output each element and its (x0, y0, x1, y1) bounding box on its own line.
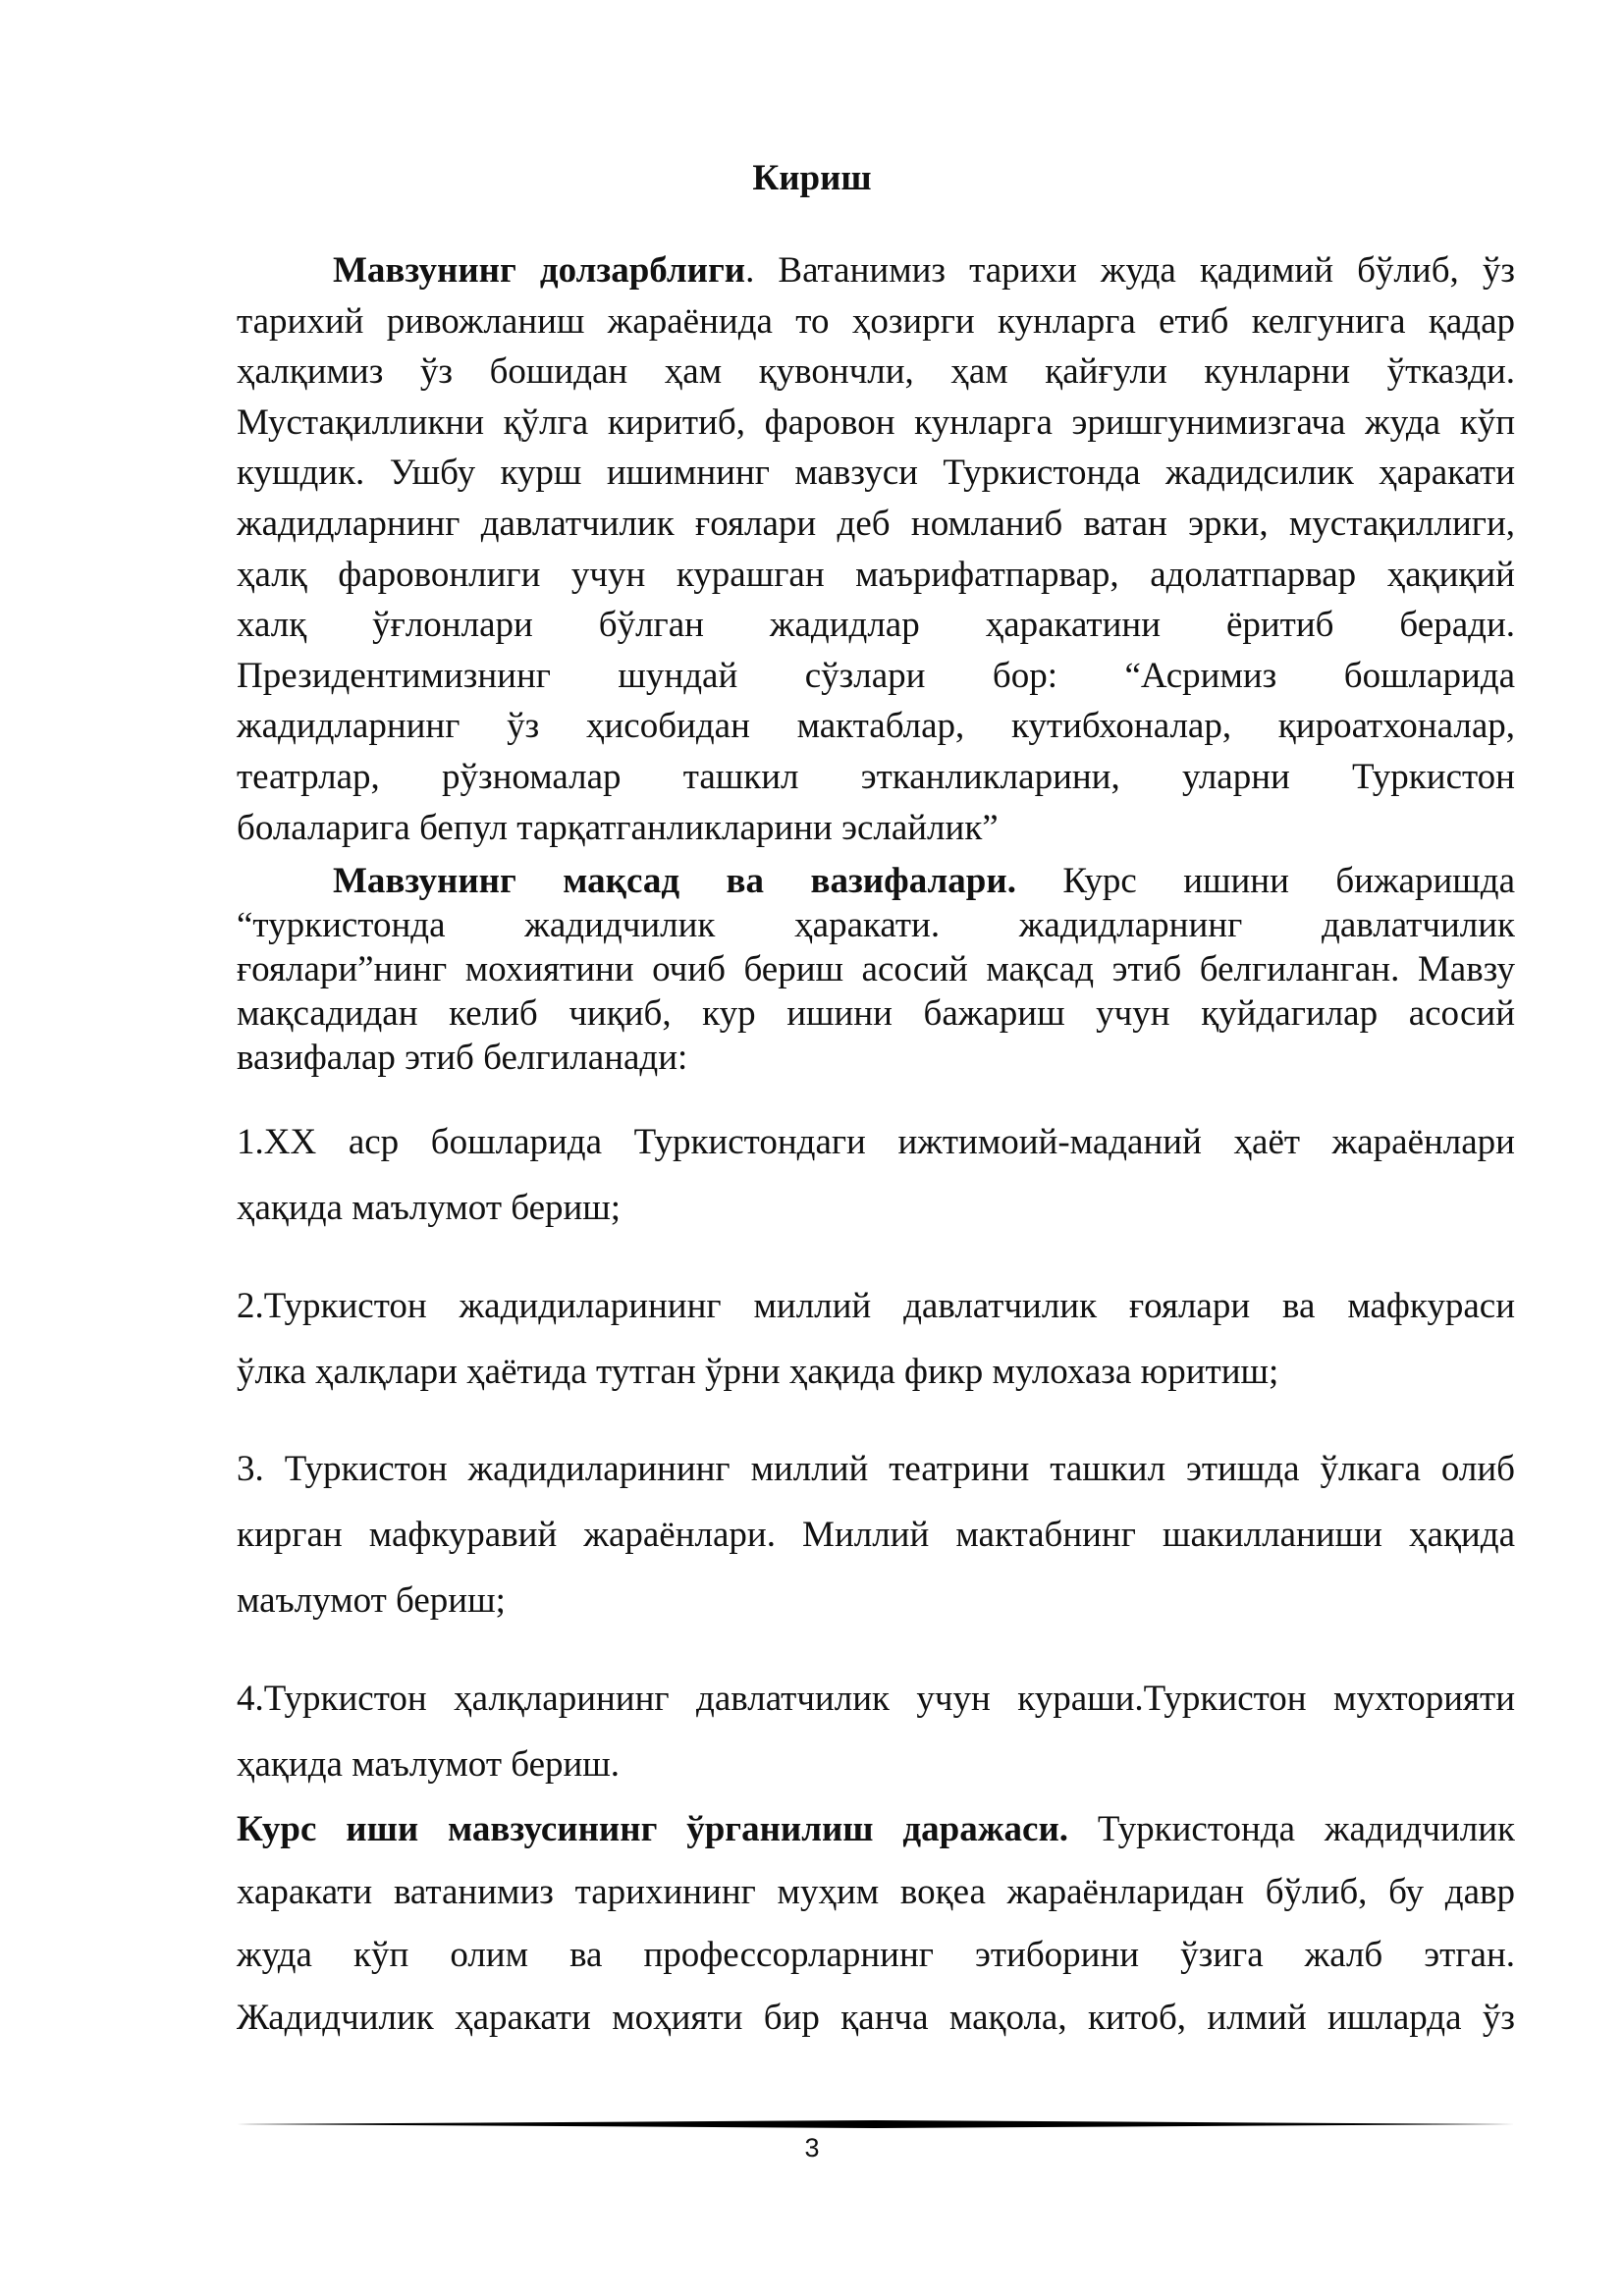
study-level-paragraph (237, 1798, 1515, 2050)
paragraph-line: ҳалқ фаровонлиги учун курашган маърифатпарвар, адолатпарвар ҳақиқий (237, 554, 1515, 595)
paragraph-line: “туркистонда жадидчилик ҳаракати. жадидларнинг давлатчилик (237, 905, 1515, 945)
paragraph-line: ғоялари”нинг мохиятини очиб бериш асосий мақсад этиб белгиланган. Мавзу (237, 949, 1515, 989)
task-item-2 (237, 1273, 1515, 1405)
task-line: кирган мафкуравий жараёнлари. Миллий мактабнинг шакилланиши ҳақида (237, 1515, 1515, 1555)
footer-divider (237, 2120, 1515, 2128)
paragraph-line: мақсадидан келиб чиқиб, кур ишини бажариш учун қуйдагилар асосий (237, 993, 1515, 1034)
paragraph-line: жадидларнинг давлатчилик ғоялари деб номланиб ватан эрки, мустақиллиги, (237, 503, 1515, 544)
page-title: Кириш (752, 158, 872, 198)
task-line: 1.ХХ аср бошларида Туркистондаги ижтимоий-маданий ҳаёт жараёнлари (237, 1122, 1515, 1162)
paragraph-line: харакати ватанимиз тарихининг муҳим воқеа жараёнларидан бўлиб, бу давр (237, 1872, 1515, 1912)
task-line: ўлка ҳалқлари ҳаётида тутган ўрни ҳақида фикр мулохаза юритиш; (237, 1352, 1279, 1392)
paragraph-line: халқ ўғлонлари бўлган жадидлар ҳаракатини ёритиб беради. (237, 605, 1515, 646)
task-item-4 (237, 1666, 1515, 1797)
task-line: 4.Туркистон ҳалқларининг давлатчилик учун кураши.Туркистон мухторияти (237, 1679, 1515, 1719)
footer-divider-shape (237, 2120, 1515, 2128)
relevance-heading: Мавзунинг долзарблиги (333, 250, 746, 291)
task-line: ҳақида маълумот бериш; (237, 1188, 622, 1228)
task-line: 3. Туркистон жадидиларининг миллий театрини ташкил этишда ўлкага олиб (237, 1449, 1515, 1489)
paragraph-line: театрлар, рўзномалар ташкил этканликларини, уларни Туркистон (237, 756, 1515, 797)
paragraph-line: Мавзунинг мақсад ва вазифалари. Курс ишини бижаришда (333, 861, 1516, 901)
task-line: маълумот бериш; (237, 1580, 506, 1621)
paragraph-line: тарихий ривожланиш жараёнида то ҳозирги кунларга етиб келгунига қадар (237, 300, 1515, 342)
paragraph-line: Мустақилликни қўлга киритиб, фаровон кунларга эришгунимизгача жуда кўп (237, 401, 1515, 443)
paragraph-line: жуда кўп олим ва профессорларнинг этиборини ўзига жалб этган. (237, 1935, 1515, 1975)
paragraph-line: Президентимизнинг шундай сўзлари бор: “Асримиз бошларида (237, 655, 1515, 696)
page-number: 3 (804, 2133, 820, 2163)
paragraph-line: Жадидчилик ҳаракати моҳияти бир қанча мақола, китоб, илмий ишларда ўз (237, 1998, 1515, 2038)
task-line: ҳақида маълумот бериш. (237, 1744, 621, 1785)
paragraph-line: болаларига бепул тарқатганликларини эслайлик” (237, 807, 999, 848)
paragraph-line: жадидларнинг ўз ҳисобидан мактаблар, кутибхоналар, қироатхоналар, (237, 706, 1515, 747)
task-item-1 (237, 1109, 1515, 1241)
paragraph-line: Мавзунинг долзарблиги. Ватанимиз тарихи жуда қадимий бўлиб, ўз (333, 250, 1515, 291)
paragraph-line: Курс иши мавзусининг ўрганилиш даражаси. Туркистонда жадидчилик (237, 1809, 1515, 1849)
paragraph-line: кушдик. Ушбу курш ишимнинг мавзуси Туркистонда жадидсилик ҳаракати (237, 453, 1515, 494)
study-level-heading: Курс иши мавзусининг ўрганилиш даражаси. (237, 1809, 1069, 1849)
goals-paragraph (237, 859, 1515, 1080)
task-item-3 (237, 1436, 1515, 1633)
paragraph-line: ҳалқимиз ўз бошидан ҳам қувончли, ҳам қайғули кунларни ўтказди. (237, 351, 1515, 393)
paragraph-line: вазифалар этиб белгиланади: (237, 1038, 688, 1078)
relevance-paragraph (237, 245, 1515, 853)
task-line: 2.Туркистон жадидиларининг миллий давлатчилик ғоялари ва мафкураси (237, 1286, 1515, 1326)
goals-heading: Мавзунинг мақсад ва вазифалари. (333, 861, 1016, 901)
